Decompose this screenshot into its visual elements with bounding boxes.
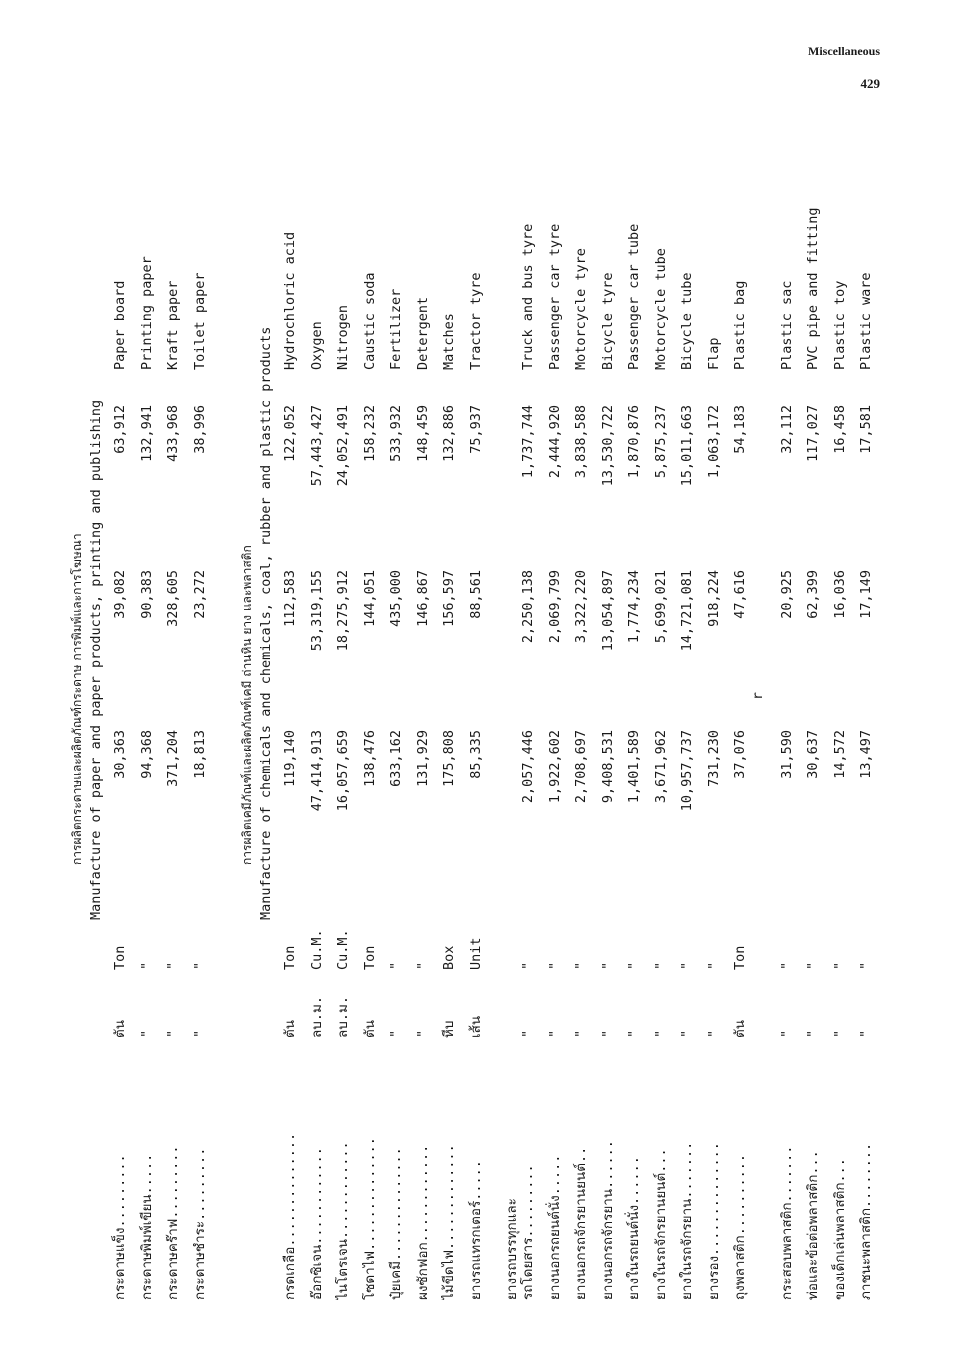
english-item-name: Flap	[705, 337, 722, 370]
value-col-2: 5,699,021	[652, 570, 669, 644]
table-row	[830, 200, 850, 1300]
english-item-name: Plastic ware	[858, 272, 874, 370]
value-col-2: 2,250,138	[520, 570, 536, 644]
value-col-3: 5,875,237	[652, 405, 669, 479]
thai-item-name: กระดาษคร๊าฟ.........	[165, 1145, 181, 1300]
value-col-1: 47,414,913	[308, 730, 325, 812]
english-unit: "	[599, 961, 616, 970]
english-unit: "	[573, 961, 589, 970]
value-col-1: 10,957,737	[679, 730, 695, 812]
english-unit: Ton	[361, 945, 378, 970]
table-row	[545, 200, 565, 1300]
english-item-name: Bicycle tube	[679, 272, 695, 370]
english-item-name: Caustic soda	[361, 272, 378, 370]
value-col-2: 2,069,799	[546, 570, 563, 644]
table-row	[280, 200, 300, 1300]
table-row	[413, 200, 433, 1300]
value-col-2: 918,224	[705, 570, 722, 627]
thai-item-name: ถุงพลาสติก..........	[732, 1154, 748, 1300]
english-item-name: Passenger car tube	[626, 223, 642, 370]
thai-unit: หีบ	[441, 1020, 457, 1038]
table-row	[439, 200, 459, 1300]
english-unit: "	[705, 961, 722, 970]
value-col-1: 14,572	[831, 730, 848, 779]
thai-unit: "	[414, 1029, 431, 1038]
english-item-name: Oxygen	[308, 321, 325, 370]
thai-unit: "	[858, 1029, 874, 1038]
value-col-1: 85,335	[467, 730, 484, 779]
table-row	[651, 200, 671, 1300]
value-col-1: 9,408,531	[599, 730, 616, 804]
value-col-1: 30,637	[805, 730, 821, 779]
value-col-1: 731,230	[705, 730, 722, 787]
thai-item-name: ยางในรถยนต์นั่ง......	[626, 1156, 642, 1300]
thai-unit: ตัน	[112, 1020, 128, 1038]
english-unit: Cu.M.	[308, 929, 325, 970]
english-item-name: Hydrochloric acid	[282, 231, 298, 370]
thai-unit: "	[705, 1029, 722, 1038]
value-col-3: 148,459	[414, 405, 431, 462]
value-col-1: 94,368	[138, 730, 155, 779]
english-item-name: Toilet paper	[191, 272, 208, 370]
table-row	[466, 200, 486, 1300]
value-col-1: 175,808	[441, 730, 457, 787]
value-col-3: 16,458	[831, 405, 848, 454]
thai-unit: "	[652, 1029, 669, 1038]
thai-item-name: ยางในรถจักรยาน.......	[679, 1141, 695, 1300]
english-unit: Ton	[282, 945, 298, 970]
thai-unit: "	[191, 1029, 208, 1038]
value-col-2: 47,616	[732, 570, 748, 619]
running-header-section: Miscellaneous	[808, 44, 880, 58]
value-col-2: 328,605	[165, 570, 181, 627]
thai-item-name: ยางในรถจักรยานยนต์...	[652, 1148, 669, 1300]
thai-item-name: ผงซักฟอก............	[414, 1144, 431, 1300]
value-col-1: 16,057,659	[335, 730, 351, 812]
english-unit: Ton	[112, 945, 128, 970]
value-col-3: 1,870,876	[626, 405, 642, 479]
value-col-3: 54,183	[732, 405, 748, 454]
english-unit: "	[778, 961, 795, 970]
english-item-name: Printing paper	[138, 256, 155, 370]
english-item-name: Passenger car tyre	[546, 223, 563, 370]
thai-item-name: รถโดยสาร.........	[520, 1164, 536, 1300]
english-unit: "	[679, 961, 695, 970]
thai-item-name: ปุ๋ยเคมี..............	[388, 1147, 404, 1300]
english-item-name: Paper board	[112, 280, 128, 370]
thai-item-name: กระสอบพลาสติก.......	[778, 1145, 795, 1300]
value-col-3: 3,838,588	[573, 405, 589, 479]
english-unit: Ton	[732, 945, 748, 970]
thai-item-name: ไนโตรเจน............	[335, 1141, 351, 1300]
value-col-2: 16,036	[831, 570, 848, 619]
english-unit: "	[652, 961, 669, 970]
value-col-2: 39,082	[112, 570, 128, 619]
english-item-name: Motorcycle tube	[652, 248, 669, 370]
english-item-name: PVC pipe and fitting	[805, 207, 821, 370]
thai-item-name: กระดาษชำระ.........	[191, 1147, 208, 1300]
table-row	[518, 200, 538, 1300]
value-col-2: 17,149	[858, 570, 874, 619]
value-col-2: 435,000	[388, 570, 404, 627]
value-col-1: 1,401,589	[626, 730, 642, 804]
value-col-3: 63,912	[112, 405, 128, 454]
english-unit: "	[858, 961, 874, 970]
english-item-name: Detergent	[414, 296, 431, 370]
english-item-name: Matches	[441, 313, 457, 370]
english-item-name: Tractor tyre	[467, 272, 484, 370]
thai-item-name: กระดาษพิมพ์เขียน.....	[138, 1153, 155, 1300]
english-unit: "	[831, 961, 848, 970]
value-col-2: 88,561	[467, 570, 484, 619]
rotated-table	[60, 200, 900, 1300]
page-number: 429	[860, 76, 880, 91]
english-item-name: Plastic sac	[778, 280, 795, 370]
value-col-2: 62,399	[805, 570, 821, 619]
value-col-2: 146,867	[414, 570, 431, 627]
value-col-3: 38,996	[191, 405, 208, 454]
thai-item-name: ไม้ขีดไฟ.............	[441, 1144, 457, 1300]
thai-item-name: กระดาษแข็ง.........	[112, 1154, 128, 1300]
english-unit: "	[520, 961, 536, 970]
value-col-3: 132,941	[138, 405, 155, 462]
value-col-2: 13,054,897	[599, 570, 616, 652]
thai-item-name: อ๊อกซิเจน............	[308, 1147, 325, 1300]
thai-unit: "	[679, 1029, 695, 1038]
value-col-1: 633,162	[388, 730, 404, 787]
value-col-3: 13,530,722	[599, 405, 616, 487]
value-col-1: 37,076	[732, 730, 748, 779]
english-item-name: Motorcycle tyre	[573, 248, 589, 370]
value-col-1: 30,363	[112, 730, 128, 779]
value-col-2: 156,597	[441, 570, 457, 627]
english-unit: "	[414, 961, 431, 970]
english-unit: "	[165, 961, 181, 970]
section-title-thai: การผลิตเคมีภัณฑ์และผลิตภัณฑ์เคมี ถ่านหิน ยาง และพลาสติก	[240, 545, 254, 865]
value-col-1: 2,057,446	[520, 730, 536, 804]
table-row	[333, 200, 353, 1300]
value-col-2: 112,583	[282, 570, 298, 627]
thai-item-name: ของเด็กเล่นพลาสติก...	[831, 1158, 848, 1300]
value-col-2: 144,051	[361, 570, 378, 627]
thai-item-name: ยางนอกรถจักรยาน......	[599, 1140, 616, 1300]
english-item-name: Truck and bus tyre	[520, 223, 536, 370]
thai-unit: "	[778, 1029, 795, 1038]
thai-unit: ตัน	[732, 1020, 748, 1038]
value-col-2: 53,319,155	[308, 570, 325, 652]
thai-unit: "	[805, 1029, 821, 1038]
table-row	[137, 200, 157, 1300]
value-col-3: 75,937	[467, 405, 484, 454]
thai-item-name: ยางรถแทรกเตอร์.....	[467, 1160, 484, 1300]
value-col-3: 117,027	[805, 405, 821, 462]
english-item-name: Plastic toy	[831, 280, 848, 370]
thai-unit: "	[520, 1029, 536, 1038]
value-col-2: 14,721,081	[679, 570, 695, 652]
value-col-3: 2,444,920	[546, 405, 563, 479]
english-unit: Box	[441, 945, 457, 970]
thai-unit: "	[546, 1029, 563, 1038]
thai-item-name: ภาชนะพลาสติก........	[858, 1142, 874, 1300]
english-unit: Unit	[467, 937, 484, 970]
thai-item-name: ยางรอง..............	[705, 1142, 722, 1300]
english-unit: "	[546, 961, 563, 970]
table-row	[163, 200, 183, 1300]
table-row	[307, 200, 327, 1300]
thai-unit: ตัน	[361, 1020, 378, 1038]
value-col-1: 119,140	[282, 730, 298, 787]
thai-item-name: โซดาไฟ..............	[361, 1137, 378, 1300]
value-col-3: 433,968	[165, 405, 181, 462]
thai-item-name: ยางนอกรถจักรยานยนต์..	[573, 1146, 589, 1300]
value-col-3: 533,932	[388, 405, 404, 462]
english-unit: Cu.M.	[335, 929, 351, 970]
value-col-1: 1,922,602	[546, 730, 563, 804]
value-col-3: 158,232	[361, 405, 378, 462]
thai-unit: เส้น	[467, 1015, 484, 1038]
table-row	[598, 200, 618, 1300]
value-col-3: 122,052	[282, 405, 298, 462]
thai-item-name: กรดเกลือ..............	[282, 1132, 298, 1300]
thai-unit: "	[599, 1029, 616, 1038]
thai-item-name: ยางนอกรถยนต์นั่ง.....	[546, 1154, 563, 1300]
value-col-2: 18,275,912	[335, 570, 351, 652]
value-col-3: 15,011,663	[679, 405, 695, 487]
table-row	[677, 200, 697, 1300]
thai-unit: "	[831, 1029, 848, 1038]
table-row	[803, 200, 823, 1300]
table-row	[624, 200, 644, 1300]
value-col-1: 13,497	[858, 730, 874, 779]
english-unit: "	[388, 961, 404, 970]
section-title-english: Manufacture of paper and paper products, printing and publishing	[88, 399, 104, 920]
english-item-name: Kraft paper	[165, 280, 181, 370]
thai-unit: ลบ.ม.	[335, 996, 351, 1038]
value-col-1: 371,204	[165, 730, 181, 787]
thai-unit: ตัน	[282, 1020, 298, 1038]
value-col-1: 31,590	[778, 730, 795, 779]
group-label-thai: ยางรถบรรทุกและ	[504, 1198, 520, 1300]
value-col-3: 132,886	[441, 405, 457, 462]
value-col-1: 18,813	[191, 730, 208, 779]
table-row	[190, 200, 210, 1300]
stray-mark: r	[750, 692, 766, 700]
value-col-2: 3,322,220	[573, 570, 589, 644]
value-col-1: 131,929	[414, 730, 431, 787]
thai-unit: "	[388, 1029, 404, 1038]
section-title-thai: การผลิตกระดาษและผลิตภัณฑ์กระดาษ การพิมพ์และการโฆษณา	[70, 533, 84, 865]
table-row	[110, 200, 130, 1300]
thai-unit: "	[138, 1029, 155, 1038]
thai-unit: ลบ.ม.	[308, 996, 325, 1038]
value-col-3: 1,737,744	[520, 405, 536, 479]
english-unit: "	[805, 961, 821, 970]
english-item-name: Fertilizer	[388, 288, 404, 370]
english-unit: "	[626, 961, 642, 970]
value-col-3: 57,443,427	[308, 405, 325, 487]
thai-unit: "	[165, 1029, 181, 1038]
thai-unit: "	[573, 1029, 589, 1038]
value-col-3: 17,581	[858, 405, 874, 454]
table-row	[386, 200, 406, 1300]
table-row	[730, 200, 750, 1300]
section-title-english: Manufacture of chemicals and chemicals, coal, rubber and plastic products	[258, 326, 274, 920]
table-row	[360, 200, 380, 1300]
value-col-1: 2,708,697	[573, 730, 589, 804]
value-col-2: 20,925	[778, 570, 795, 619]
table-row	[571, 200, 591, 1300]
value-col-3: 32,112	[778, 405, 795, 454]
value-col-2: 1,774,234	[626, 570, 642, 644]
value-col-3: 1,063,172	[705, 405, 722, 479]
english-item-name: Bicycle tyre	[599, 272, 616, 370]
thai-unit: "	[626, 1029, 642, 1038]
table-row	[856, 200, 876, 1300]
table-row	[704, 200, 724, 1300]
thai-item-name: ท่อและข้อต่อพลาสติก...	[805, 1150, 821, 1300]
english-item-name: Plastic bag	[732, 280, 748, 370]
value-col-3: 24,052,491	[335, 405, 351, 487]
value-col-2: 90,383	[138, 570, 155, 619]
english-unit: "	[138, 961, 155, 970]
english-unit: "	[191, 961, 208, 970]
value-col-1: 3,671,962	[652, 730, 669, 804]
english-item-name: Nitrogen	[335, 304, 351, 370]
value-col-1: 138,476	[361, 730, 378, 787]
value-col-2: 23,272	[191, 570, 208, 619]
table-row	[777, 200, 797, 1300]
